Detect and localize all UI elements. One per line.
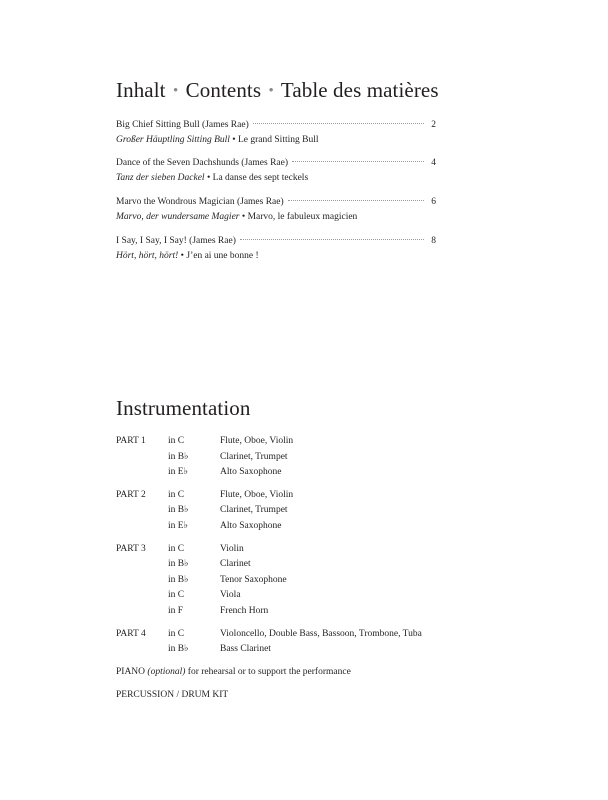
instrumentation-heading: Instrumentation [116, 396, 251, 420]
instrument-row [116, 542, 476, 558]
part-label: PART 4 [116, 628, 146, 639]
toc-subtitle [116, 249, 436, 264]
toc-entry[interactable] [116, 195, 436, 225]
instrument-row [116, 488, 476, 504]
key-label: in B♭ [168, 644, 189, 655]
instrument-names: Viola [220, 590, 241, 601]
instrument-names: French Horn [220, 605, 269, 616]
toc-subtitle-separator: • [229, 135, 238, 145]
key-label: in C [168, 543, 185, 554]
toc-subtitle-separator: • [239, 212, 248, 222]
toc-entry[interactable] [116, 234, 436, 264]
key-label: in B♭ [168, 451, 189, 462]
toc-entry[interactable] [116, 118, 436, 148]
key-label: in E♭ [168, 467, 189, 478]
toc-subtitle-separator: • [204, 173, 213, 183]
key-label: in E♭ [168, 520, 189, 531]
toc-subtitle-german: Tanz der sieben Dackel [116, 173, 205, 183]
heading-fr: Table des matières [280, 78, 439, 102]
heading-separator: • [172, 83, 179, 99]
toc-entry[interactable] [116, 156, 436, 186]
part-label: PART 2 [116, 489, 146, 500]
toc-page-number: 4 [431, 158, 436, 168]
piano-label: PIANO [116, 666, 146, 677]
toc-subtitle-french: J’en ai une bonne ! [186, 251, 259, 261]
part-label: PART 1 [116, 436, 146, 446]
instrument-names: Clarinet, Trumpet [220, 451, 288, 462]
instrument-names: Violoncello, Double Bass, Bassoon, Trombone, Tuba [220, 628, 422, 639]
instrument-names: Violin [220, 543, 244, 554]
key-label: in B♭ [168, 559, 189, 570]
key-label: in F [168, 605, 184, 616]
instrument-row [116, 557, 476, 573]
instrument-names: Bass Clarinet [220, 644, 271, 655]
instrument-names: Clarinet [220, 559, 251, 570]
part-2 [116, 488, 476, 535]
heading-de: Inhalt [116, 78, 166, 102]
instrument-names: Alto Saxophone [220, 467, 282, 478]
heading-separator: • [268, 83, 274, 99]
percussion-note: PERCUSSION / DRUM KIT [116, 689, 229, 700]
instrument-row [116, 465, 476, 481]
toc-page-number: 2 [431, 120, 436, 130]
dot-leader [253, 123, 424, 124]
toc-subtitle-french: La danse des sept teckels [212, 173, 309, 183]
part-4 [116, 627, 476, 658]
toc-title: Big Chief Sitting Bull (James Rae) [116, 120, 249, 130]
instrument-names: Clarinet, Trumpet [220, 505, 288, 516]
key-label: in C [168, 489, 185, 500]
instrument-row [116, 642, 476, 658]
instrument-row [116, 503, 476, 519]
dot-leader [292, 161, 424, 162]
toc-page-number: 6 [431, 197, 436, 207]
toc-subtitle-german: Marvo, der wundersame Magier [116, 212, 240, 222]
key-label: in B♭ [168, 574, 189, 585]
instrument-row [116, 519, 476, 535]
part-label: PART 3 [116, 543, 146, 554]
instrument-row [116, 604, 476, 620]
instrument-names: Flute, Oboe, Violin [220, 489, 294, 500]
instrument-row [116, 627, 476, 643]
instrument-row [116, 434, 476, 450]
toc-title: Dance of the Seven Dachshunds (James Rae) [116, 158, 288, 168]
key-label: in C [168, 436, 185, 446]
key-label: in B♭ [168, 505, 189, 516]
toc-page-number: 8 [431, 236, 436, 246]
part-1 [116, 434, 476, 481]
dot-leader [288, 200, 424, 201]
instrument-names: Tenor Saxophone [220, 574, 287, 585]
toc-subtitle [116, 210, 436, 225]
toc-title: Marvo the Wondrous Magician (James Rae) [116, 197, 284, 207]
toc-subtitle-french: Marvo, le fabuleux magicien [247, 212, 358, 222]
key-label: in C [168, 590, 185, 601]
piano-optional: (optional) [147, 666, 186, 677]
toc-title: I Say, I Say, I Say! (James Rae) [116, 236, 236, 246]
part-3 [116, 542, 476, 620]
instrument-row [116, 588, 476, 604]
instrument-row [116, 450, 476, 466]
toc-subtitle-german: Großer Häuptling Sitting Bull [116, 135, 230, 145]
heading-en: Contents [185, 78, 262, 102]
instrument-names: Flute, Oboe, Violin [220, 436, 294, 446]
toc-subtitle-german: Hört, hört, hört! [116, 251, 179, 261]
instrument-names: Alto Saxophone [220, 520, 282, 531]
toc-subtitle [116, 171, 436, 186]
toc-subtitle-french: Le grand Sitting Bull [238, 135, 319, 145]
instrument-row [116, 573, 476, 589]
instrumentation-list [116, 434, 476, 703]
contents-heading [116, 78, 439, 105]
key-label: in C [168, 628, 185, 639]
dot-leader [240, 239, 424, 240]
piano-text: for rehearsal or to support the performance [187, 666, 351, 677]
piano-note [116, 665, 476, 680]
toc-subtitle [116, 133, 436, 148]
toc-subtitle-separator: • [178, 251, 187, 261]
